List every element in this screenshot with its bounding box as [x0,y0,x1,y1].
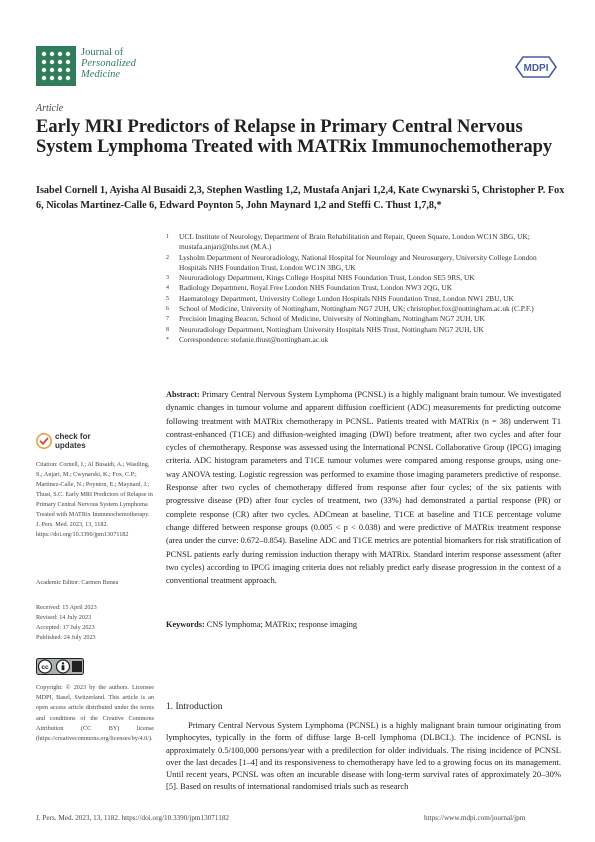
copyright-notice: Copyright: © 2023 by the authors. Licensee MDPI, Basel, Switzerland. This article is an open access article distributed under the terms and conditions of the Creative Commons Attribution (CC BY) license (https://creativecommons.org/licenses/by/4.0/). [36,684,154,743]
abstract-text: Primary Central Nervous System Lymphoma (PCNSL) is a highly malignant brain tumour. We investigated dynamic changes in tumour volume and apparent diffusion coefficient (ADC) measurements for predicting outcome following treatment with MATRix chemotherapy in PCNSL. Patients treated with MATRix (n = 38) underwent T1 contrast-enhanced (T1CE) and diffusion-weighted imaging (DWI) before treatment, after two cycles and after four cycles of chemotherapy. Response was assessed using the International PCNSL Collaborative Group (IPCG) imaging criteria. ADC histogram parameters and T1CE tumour volumes were compared among response groups, using one-way ANOVA testing. Logistic regression was performed to examine those imaging parameters predictive of response. Response after two cycles of chemotherapy differed from response after four cycles; of the six patients with progressive disease (PD) after four cycles of treatment, two (33%) had demonstrated a partial response (PR) or complete response (CR) after two cycles. ADCmean at baseline, T1CE at baseline and T1CE percentage volume change differed between response groups (0.005 < p < 0.038) and were predictive of MATRix treatment response (area under the curve: 0.672–0.854). Baseline ADC and T1CE metrics are potential biomarkers for risk stratification of PCNSL patients early during remission induction therapy with MATRix. Standard interim response assessment (after two cycles) according to IPCG imaging criteria does not reliably predict early disease progression in the context of a conventional treatment approach. [166,390,561,586]
cc-by-license-icon[interactable] [36,658,84,675]
article-title: Early MRI Predictors of Relapse in Primary Central Nervous System Lymphoma Treated with MATRix Immunochemotherapy [36,117,553,157]
footer-citation: J. Pers. Med. 2023, 13, 1182. https://doi.org/10.3390/jpm13071182 [36,814,230,822]
affiliation-item: 2 Lysholm Department of Neuroradiology, National Hospital for Neurology and Neurosurgery, University College London Hospitals NHS Foundation Trust, London WC1N 3BG, UK [166,252,537,272]
keywords [166,620,561,629]
affiliation-item: 5 Haematology Department, University College London Hospitals NHS Foundation Trust, London NW1 2BU, UK [166,293,514,303]
svg-text:cc: cc [41,664,49,671]
abstract-label: Abstract: [166,390,200,399]
journal-name [81,47,136,80]
keywords-text: CNS lymphoma; MATRix; response imaging [206,620,358,629]
affiliation-item: 8 Neuroradiology Department, Nottingham University Hospitals NHS Trust, Nottingham NG7 2UH, UK [166,324,484,334]
affiliation-item: 7 Precision Imaging Beacon, School of Medicine, University of Nottingham, Nottingham NG7 2UH, UK [166,314,485,324]
check-for-updates-link[interactable]: check for updates [55,432,91,450]
affiliation-item: 1 UCL Institute of Neurology, Department of Brain Rehabilitation and Repair, Queen Square, London WC1N 3BG, UK; mustafa.anjari@nhs.net (M.A.) [166,232,530,252]
affiliation-item: 3 Neuroradiology Department, Kings College Hospital NHS Foundation Trust, London SE5 9RS, UK [166,273,475,283]
svg-text:MDPI: MDPI [523,63,549,74]
journal-logo-icon [36,46,76,86]
mdpi-logo-icon [515,56,557,78]
article-type: Article [36,103,64,114]
journal-name-line1: Journal of [81,47,124,58]
author-list: Isabel Cornell 1, Ayisha Al Busaidi 2,3, Stephen Wastling 1,2, Mustafa Anjari 1,2,4, Kate Cwynarski 5, Christopher P. Fox 6, Nicolas Martinez-Calle 6, Edward Poynton 5, John Maynard 1,2 and Steffi C. Thust 1,7,8,* [36,185,565,211]
date-received: Received: 15 April 2023 [36,604,97,611]
date-accepted: Accepted: 17 July 2023 [36,624,95,631]
footer-journal-url[interactable]: https://www.mdpi.com/journal/jpm [424,814,526,822]
date-published: Published: 24 July 2023 [36,634,96,641]
affiliations [166,232,566,345]
journal-name-line2: Personalized [81,58,136,69]
date-revised: Revised: 14 July 2023 [36,614,92,621]
keywords-label: Keywords: [166,620,205,629]
affiliation-item: 4 Radiology Department, Royal Free London NHS Foundation Trust, London NW3 2QG, UK [166,283,453,293]
check-for-updates-icon[interactable] [36,433,52,449]
citation: Citation: Cornell, I.; Al Busaidi, A.; Wastling, S.; Anjari, M.; Cwynarski, K.; Fox, C.P.; Martinez-Calle, N.; Poynton, E.; Maynard, J.; Thust, S.C. Early MRI Predictors of Relapse in Primary Central Nervous System Lymphoma Treated with MATRix Immunochemotherapy. J. Pers. Med. 2023, 13, 1182. https://doi.org/10.3390/jpm13071182 [36,461,153,538]
journal-name-line3: Medicine [81,69,121,80]
section-heading: 1. Introduction [166,702,223,712]
academic-editor: Academic Editor: Carmen Bunea [36,579,119,586]
abstract [166,388,561,587]
correspondence: * Correspondence: stefanie.thust@nottingham.ac.uk [166,334,329,344]
introduction-text: Primary Central Nervous System Lymphoma (PCNSL) is a highly malignant brain tumour originating from lymphocytes, typically in the form of diffuse large B-cell lymphoma (DLBCL). The incidence of PCNSL is approximately 0.5/100,000 persons/year with a predilection for older individuals. The rising incidence of PCNSL over the last decades [1–4] and its responsiveness to chemotherapy have led to a growing focus on its management. Until recent years, PCNSL was often an incurable disease with long-term survival rates of approximately 20–30% [5]. Based on results of international randomised trials such as research [166,720,561,792]
affiliation-item: 6 School of Medicine, University of Nottingham, Nottingham NG7 2UH, UK; christopher.fox@nottingham.ac.uk (C.P.F.) [166,304,534,314]
publication-dates [36,603,154,643]
